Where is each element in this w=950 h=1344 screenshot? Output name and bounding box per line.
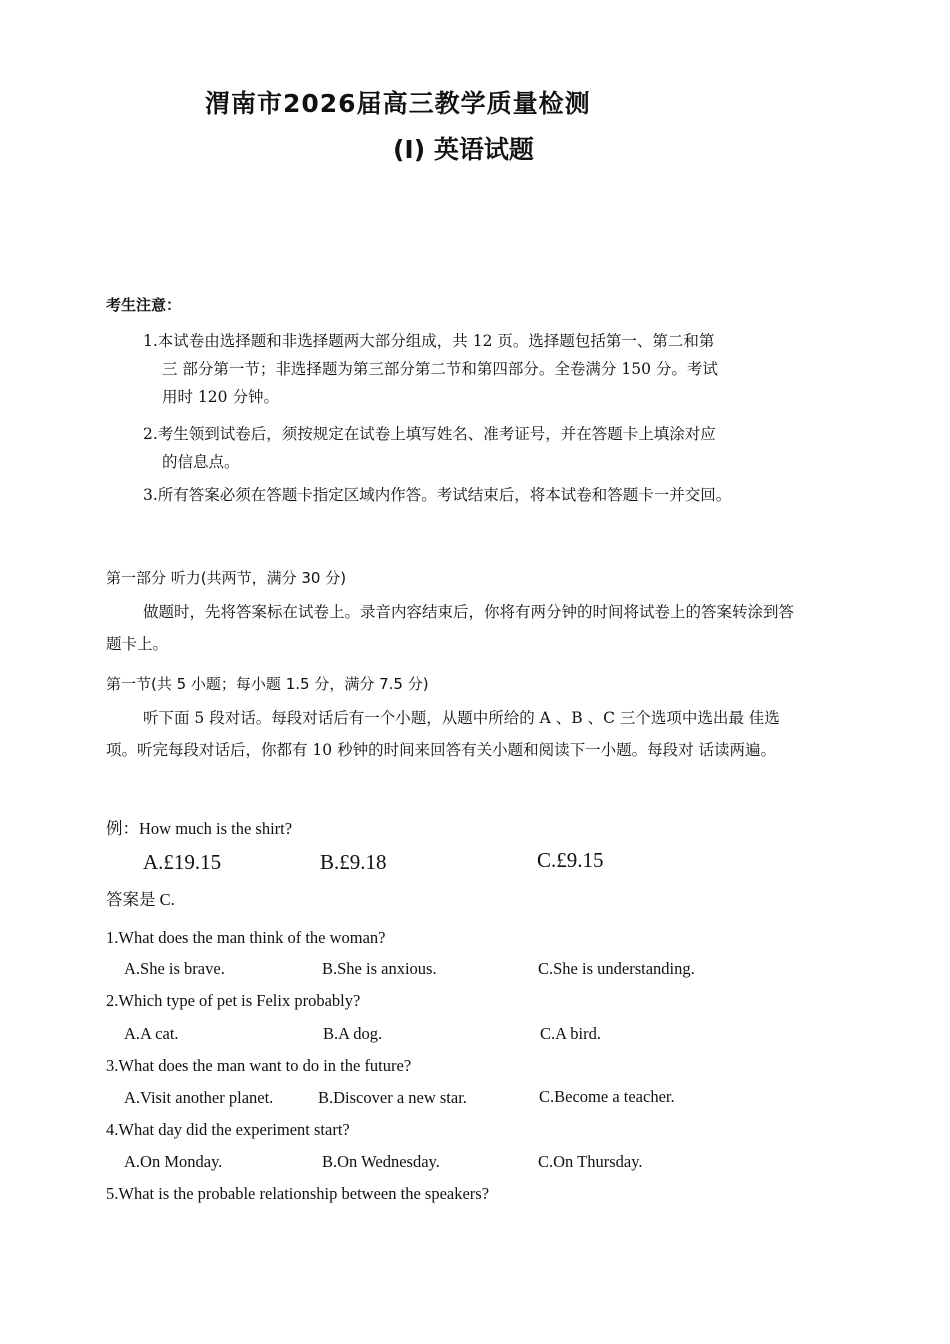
question-3-option-b: B.Discover a new star.: [318, 1088, 467, 1107]
part1-instruction-line2: 案转涂到答题卡上。: [106, 603, 795, 653]
question-1: 1.What does the man think of the woman?: [106, 928, 386, 947]
question-1-option-c: C.She is understanding.: [538, 959, 695, 978]
notice-item-1: [143, 327, 808, 411]
example-question: 例：How much is the shirt?: [106, 819, 293, 838]
example-answer: 答案是 C.: [106, 890, 175, 909]
notice-item-continuation: 三 部分第一节；非选择题为第三部分第二节和第四部分。全卷满分 150 分。考试: [162, 360, 718, 378]
part1-instruction: [106, 596, 806, 660]
notice-item-number: 1.: [143, 332, 158, 350]
question-4-option-a: A.On Monday.: [124, 1152, 223, 1171]
question-3-option-c: C.Become a teacher.: [539, 1087, 675, 1106]
question-1-option-a: A.She is brave.: [124, 959, 225, 978]
exam-title-line2: (I) 英语试题: [393, 135, 534, 164]
notice-item-2: [143, 420, 808, 476]
question-1-option-b: B.She is anxious.: [322, 959, 437, 978]
example-option-a: A.£19.15: [143, 850, 222, 874]
notice-item-text: 本试卷由选择题和非选择题两大部分组成，共 12 页。选择题包括第一、第二和第: [157, 332, 715, 350]
exam-title-line1: 渭南市2026届高三教学质量检测: [205, 89, 591, 118]
question-2: 2.Which type of pet is Felix probably?: [106, 991, 361, 1010]
question-5: 5.What is the probable relationship between the speakers?: [106, 1184, 490, 1203]
part1-heading: 第一部分 听力(共两节，满分 30 分): [106, 569, 347, 587]
notice-item-3: [143, 481, 808, 509]
part1-instruction-line1: 做题时，先将答案标在试卷上。录音内容结束后，你将有两分钟的时间将试卷上的答: [143, 603, 717, 621]
section1-instruction-line3: 每段对 话读两遍。: [647, 741, 777, 759]
notice-item-number: 2.: [143, 425, 158, 443]
notice-item-text: 考生领到试卷后，须按规定在试卷上填写姓名、准考证号，并在答题卡上填涂对应: [157, 425, 716, 443]
question-2-option-b: B.A dog.: [323, 1024, 383, 1043]
question-4-option-c: C.On Thursday.: [538, 1152, 643, 1171]
notice-item-number: 3.: [143, 486, 158, 504]
example-option-b: B.£9.18: [320, 850, 387, 874]
section1-heading: 第一节(共 5 小题；每小题 1.5 分，满分 7.5 分): [106, 675, 429, 693]
section1-instruction-line1: 听下面 5 段对话。每段对话后有一个小题，从题中所给的 A 、B 、C 三个选项中选: [143, 709, 713, 727]
section1-instruction-line2: 出最 佳选项。听完每段对话后，你都有 10 秒钟的时间来回答有关小题和阅读下一小题。: [106, 709, 780, 759]
notice-item-continuation: 用时 120 分钟。: [162, 388, 279, 406]
question-4-option-b: B.On Wednesday.: [322, 1152, 440, 1171]
question-3: 3.What does the man want to do in the future?: [106, 1056, 412, 1075]
question-4: 4.What day did the experiment start?: [106, 1120, 350, 1139]
section1-instruction: [106, 702, 806, 766]
question-2-option-c: C.A bird.: [540, 1024, 601, 1043]
question-3-option-a: A.Visit another planet.: [124, 1088, 274, 1107]
example-option-c: C.£9.15: [537, 848, 604, 872]
question-2-option-a: A.A cat.: [124, 1024, 179, 1043]
notice-heading: 考生注意：: [106, 296, 182, 314]
notice-item-text: 所有答案必须在答题卡指定区域内作答。考试结束后，将本试卷和答题卡一并交回。: [157, 486, 732, 504]
notice-item-continuation: 的信息点。: [162, 453, 240, 471]
